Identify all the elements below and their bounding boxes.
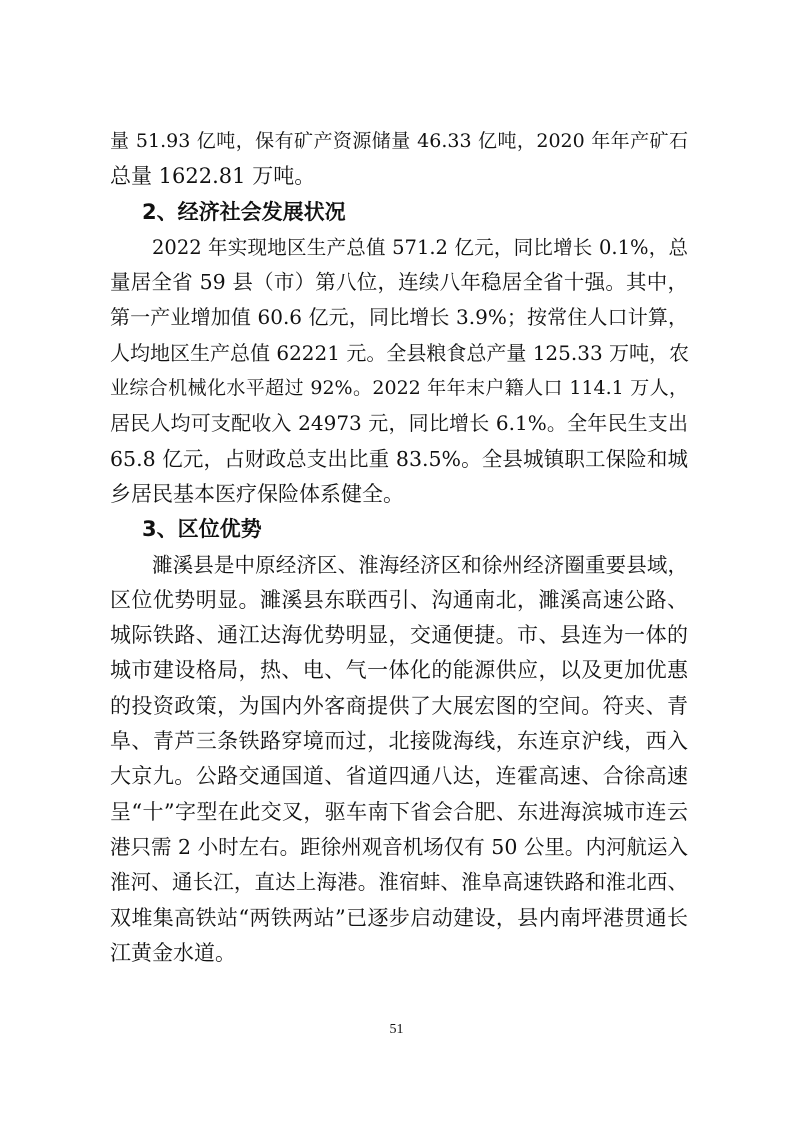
text-line: 量 51.93 亿吨，保有矿产资源储量 46.33 亿吨，2020 年年产矿石 <box>110 130 688 152</box>
section-heading-economy: 2、经济社会发展状况 <box>142 199 346 224</box>
text-line: 总量 1622.81 万吨。 <box>110 164 316 189</box>
text-line: 区位优势明显。濉溪县东联西引、沟通南北，濉溪高速公路、 <box>110 587 688 612</box>
page-number: 51 <box>389 1022 404 1037</box>
text-line: 呈“十”字型在此交叉，驱车南下省会合肥、东进海滨城市连云 <box>110 799 688 824</box>
text-line: 城际铁路、通江达海优势明显，交通便捷。市、县连为一体的 <box>110 623 688 648</box>
text-line: 第一产业增加值 60.6 亿元，同比增长 3.9%；按常住人口计算， <box>110 305 688 330</box>
section-heading-location: 3、区位优势 <box>142 517 262 542</box>
text-line: 业综合机械化水平超过 92%。2022 年年末户籍人口 114.1 万人， <box>110 377 688 400</box>
paragraph-economy <box>110 230 688 512</box>
text-line: 港只需 2 小时左右。距徐州观音机场仅有 50 公里。内河航运入 <box>110 834 688 859</box>
text-line: 城市建设格局，热、电、气一体化的能源供应，以及更加优惠 <box>110 658 688 683</box>
text-line: 濉溪县是中原经济区、淮海经济区和徐州经济圈重要县域， <box>152 552 688 577</box>
text-line: 2022 年实现地区生产总值 571.2 亿元，同比增长 0.1%，总 <box>152 235 688 259</box>
paragraph-mineral-resources <box>110 124 688 195</box>
text-line: 65.8 亿元，占财政总支出比重 83.5%。全县城镇职工保险和城 <box>110 446 688 471</box>
text-line: 江黄金水道。 <box>110 940 236 965</box>
text-line: 居民人均可支配收入 24973 元，同比增长 6.1%。全年民生支出 <box>110 411 688 436</box>
text-line: 乡居民基本医疗保险体系健全。 <box>110 481 404 506</box>
text-line: 量居全省 59 县（市）第八位，连续八年稳居全省十强。其中， <box>110 270 688 295</box>
text-line: 大京九。公路交通国道、省道四通八达，连霍高速、合徐高速 <box>110 764 688 789</box>
text-line: 的投资政策，为国内外客商提供了大展宏图的空间。符夹、青 <box>110 693 688 718</box>
page-body <box>110 124 688 971</box>
text-line: 双堆集高铁站“两铁两站”已逐步启动建设，县内南坪港贯通长 <box>110 905 688 930</box>
text-line: 淮河、通长江，直达上海港。淮宿蚌、淮阜高速铁路和淮北西、 <box>110 870 688 895</box>
text-line: 人均地区生产总值 62221 元。全县粮食总产量 125.33 万吨，农 <box>110 340 690 365</box>
paragraph-location <box>110 548 688 972</box>
text-line: 阜、青芦三条铁路穿境而过，北接陇海线，东连京沪线，西入 <box>110 729 688 754</box>
